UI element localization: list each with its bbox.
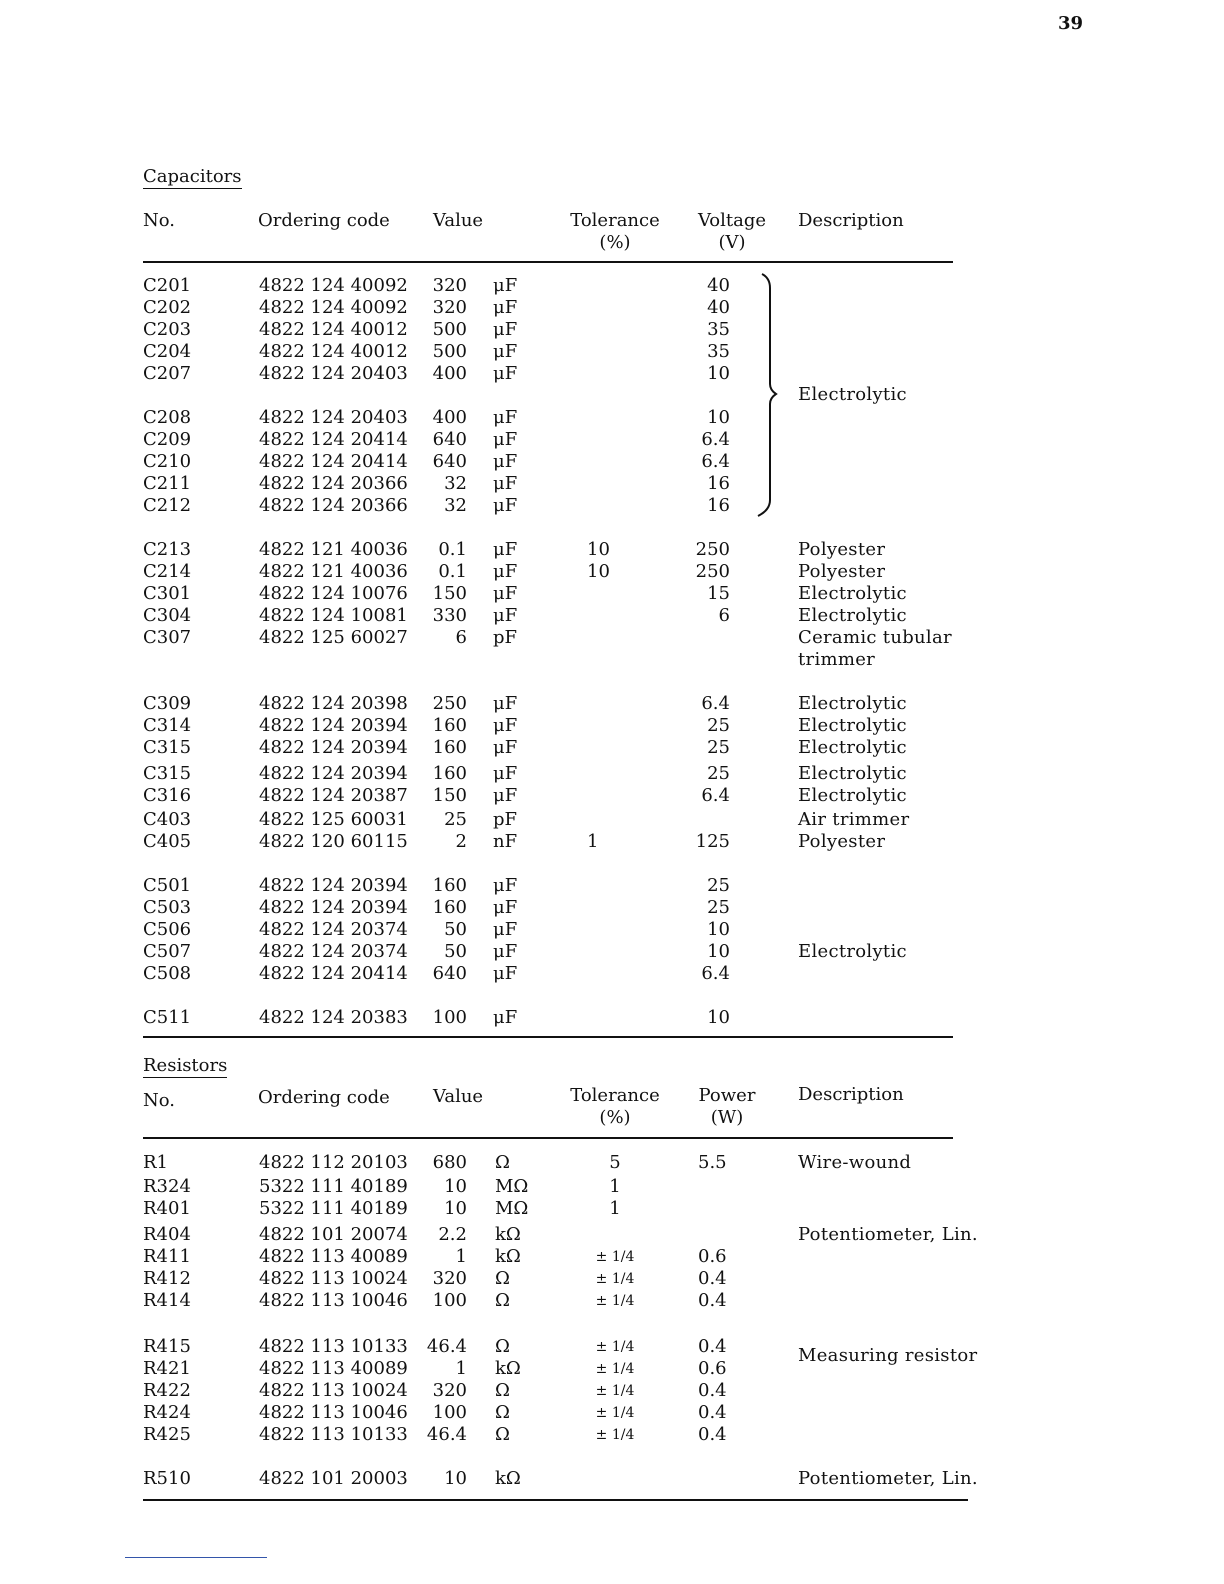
cap-row-unit: μF	[493, 693, 518, 714]
cap-row-unit: μF	[493, 429, 518, 450]
cap-row-no: C207	[143, 363, 192, 384]
cap-row-ordering-code: 4822 124 20414	[259, 451, 408, 472]
res-row-ordering-code: 4822 113 10133	[259, 1336, 408, 1357]
electrolytic-brace	[752, 272, 782, 522]
cap-row-description: Electrolytic	[798, 693, 907, 714]
res-row-description: Potentiometer, Lin.	[798, 1468, 978, 1489]
cap-row-description: Electrolytic	[798, 763, 907, 784]
res-row-value: 680	[432, 1152, 467, 1173]
res-row-no: R425	[143, 1424, 191, 1445]
cap-row-voltage: 6.4	[701, 693, 730, 714]
res-row-ordering-code: 5322 111 40189	[259, 1198, 408, 1219]
cap-row-description: Electrolytic	[798, 737, 907, 758]
cap-row-ordering-code: 4822 121 40036	[259, 561, 408, 582]
cap-row-description: Electrolytic	[798, 785, 907, 806]
res-row-unit: MΩ	[495, 1198, 529, 1219]
cap-row-no: C511	[143, 1007, 192, 1028]
res-row-tolerance: ± 1/4	[595, 1427, 635, 1443]
cap-row-value: 250	[432, 693, 467, 714]
cap-row-description: Polyester	[798, 561, 886, 582]
cap-row-no: C214	[143, 561, 192, 582]
cap-row-value: 50	[444, 941, 467, 962]
cap-row-value: 2	[455, 831, 467, 852]
cap-row-value: 6	[455, 627, 467, 648]
cap-row-value: 32	[444, 495, 467, 516]
cap-row-no: C301	[143, 583, 192, 604]
res-row-tolerance: ± 1/4	[595, 1383, 635, 1399]
res-row-power: 0.4	[698, 1424, 727, 1445]
cap-row-no: C315	[143, 763, 192, 784]
cap-row-voltage: 25	[707, 763, 730, 784]
cap-row-no: C309	[143, 693, 192, 714]
cap-row-unit: μF	[493, 275, 518, 296]
res-row-tolerance: ± 1/4	[595, 1249, 635, 1265]
cap-row-voltage: 6.4	[701, 451, 730, 472]
cap-row-description: Air trimmer	[798, 809, 910, 830]
cap-row-value: 160	[432, 715, 467, 736]
res-row-description: Potentiometer, Lin.	[798, 1224, 978, 1245]
cap-row-value: 160	[432, 737, 467, 758]
res-row-ordering-code: 4822 113 40089	[259, 1358, 408, 1379]
res-row-no: R415	[143, 1336, 191, 1357]
cap-header-tolerance: Tolerance	[570, 210, 660, 231]
cap-row-voltage: 40	[707, 275, 730, 296]
cap-row-no: C201	[143, 275, 192, 296]
cap-row-unit: pF	[493, 809, 518, 830]
cap-row-voltage: 250	[695, 539, 730, 560]
cap-row-voltage: 40	[707, 297, 730, 318]
res-row-tolerance: ± 1/4	[595, 1405, 635, 1421]
res-row-no: R421	[143, 1358, 191, 1379]
cap-row-voltage: 25	[707, 715, 730, 736]
cap-row-voltage: 25	[707, 897, 730, 918]
res-row-unit: Ω	[495, 1290, 510, 1311]
res-group-description: Measuring resistor	[798, 1345, 978, 1366]
cap-row-unit: μF	[493, 963, 518, 984]
res-row-power: 0.4	[698, 1336, 727, 1357]
cap-row-unit: μF	[493, 875, 518, 896]
cap-group-description: Electrolytic	[798, 384, 907, 405]
res-row-value: 46.4	[426, 1424, 467, 1445]
res-row-unit: Ω	[495, 1402, 510, 1423]
res-row-value: 1	[455, 1246, 467, 1267]
cap-bottom-rule	[143, 1036, 953, 1038]
cap-header-no: No.	[143, 210, 175, 231]
cap-row-unit: μF	[493, 583, 518, 604]
cap-row-ordering-code: 4822 124 20394	[259, 875, 408, 896]
res-row-power: 0.4	[698, 1380, 727, 1401]
cap-row-unit: nF	[493, 831, 518, 852]
cap-row-unit: μF	[493, 297, 518, 318]
cap-row-ordering-code: 4822 121 40036	[259, 539, 408, 560]
cap-row-unit: μF	[493, 737, 518, 758]
res-row-no: R412	[143, 1268, 191, 1289]
cap-row-voltage: 25	[707, 875, 730, 896]
cap-row-ordering-code: 4822 124 10081	[259, 605, 408, 626]
res-row-no: R404	[143, 1224, 191, 1245]
cap-row-no: C209	[143, 429, 192, 450]
res-row-value: 10	[444, 1198, 467, 1219]
cap-row-voltage: 6.4	[701, 963, 730, 984]
cap-row-value: 500	[432, 319, 467, 340]
res-row-ordering-code: 5322 111 40189	[259, 1176, 408, 1197]
res-row-tolerance: 1	[609, 1176, 621, 1197]
res-row-value: 1	[455, 1358, 467, 1379]
res-row-tolerance: 5	[609, 1152, 621, 1173]
cap-row-ordering-code: 4822 124 20374	[259, 919, 408, 940]
cap-row-no: C210	[143, 451, 192, 472]
cap-row-value: 500	[432, 341, 467, 362]
cap-row-ordering-code: 4822 124 20374	[259, 941, 408, 962]
cap-row-unit: μF	[493, 785, 518, 806]
cap-row-no: C202	[143, 297, 192, 318]
cap-row-voltage: 6.4	[701, 429, 730, 450]
cap-row-ordering-code: 4822 124 40012	[259, 341, 408, 362]
cap-row-value: 150	[432, 583, 467, 604]
cap-row-no: C211	[143, 473, 192, 494]
page-edge-mark	[125, 1557, 267, 1558]
cap-row-voltage: 10	[707, 363, 730, 384]
res-row-ordering-code: 4822 113 10024	[259, 1380, 408, 1401]
cap-row-value: 160	[432, 897, 467, 918]
cap-row-no: C507	[143, 941, 192, 962]
cap-row-description: Electrolytic	[798, 715, 907, 736]
res-row-value: 2.2	[438, 1224, 467, 1245]
cap-row-voltage: 16	[707, 495, 730, 516]
cap-row-no: C316	[143, 785, 192, 806]
res-row-tolerance: ± 1/4	[595, 1339, 635, 1355]
res-row-value: 100	[432, 1402, 467, 1423]
cap-row-description-cont: trimmer	[798, 649, 876, 670]
cap-row-value: 32	[444, 473, 467, 494]
cap-row-no: C307	[143, 627, 192, 648]
res-header-power: Power	[698, 1085, 756, 1106]
res-row-power: 0.4	[698, 1402, 727, 1423]
cap-row-no: C204	[143, 341, 192, 362]
res-row-unit: kΩ	[495, 1224, 521, 1245]
res-row-value: 320	[432, 1380, 467, 1401]
cap-row-ordering-code: 4822 124 10076	[259, 583, 408, 604]
cap-row-tolerance: 1	[587, 831, 599, 852]
cap-row-value: 100	[432, 1007, 467, 1028]
res-row-unit: kΩ	[495, 1468, 521, 1489]
cap-row-no: C315	[143, 737, 192, 758]
res-header-rule	[143, 1137, 953, 1139]
res-row-unit: Ω	[495, 1424, 510, 1445]
cap-row-no: C506	[143, 919, 192, 940]
cap-row-voltage: 35	[707, 341, 730, 362]
res-row-ordering-code: 4822 101 20074	[259, 1224, 408, 1245]
res-header-tolerance: Tolerance	[570, 1085, 660, 1106]
res-row-value: 46.4	[426, 1336, 467, 1357]
cap-header-ordering-code: Ordering code	[258, 210, 390, 231]
cap-row-no: C501	[143, 875, 192, 896]
cap-row-ordering-code: 4822 124 20394	[259, 737, 408, 758]
res-row-no: R424	[143, 1402, 191, 1423]
cap-row-no: C208	[143, 407, 192, 428]
cap-row-voltage: 25	[707, 737, 730, 758]
res-row-no: R324	[143, 1176, 191, 1197]
cap-header-rule	[143, 261, 953, 263]
cap-row-value: 400	[432, 407, 467, 428]
cap-row-tolerance: 10	[587, 539, 610, 560]
cap-row-ordering-code: 4822 124 20383	[259, 1007, 408, 1028]
res-header-ordering-code: Ordering code	[258, 1087, 390, 1108]
cap-row-description: Electrolytic	[798, 605, 907, 626]
cap-row-ordering-code: 4822 124 20394	[259, 897, 408, 918]
cap-row-voltage: 10	[707, 919, 730, 940]
cap-row-value: 0.1	[438, 561, 467, 582]
res-header-description: Description	[798, 1084, 904, 1105]
cap-row-voltage: 15	[707, 583, 730, 604]
cap-row-ordering-code: 4822 124 20398	[259, 693, 408, 714]
cap-row-description: Polyester	[798, 831, 886, 852]
cap-row-value: 330	[432, 605, 467, 626]
cap-row-voltage: 250	[695, 561, 730, 582]
res-row-unit: MΩ	[495, 1176, 529, 1197]
cap-row-ordering-code: 4822 124 20394	[259, 715, 408, 736]
cap-row-value: 150	[432, 785, 467, 806]
cap-header-tolerance-unit: (%)	[599, 232, 631, 253]
cap-row-no: C508	[143, 963, 192, 984]
cap-row-unit: μF	[493, 451, 518, 472]
res-row-unit: Ω	[495, 1268, 510, 1289]
res-row-ordering-code: 4822 112 20103	[259, 1152, 408, 1173]
cap-row-tolerance: 10	[587, 561, 610, 582]
cap-row-voltage: 16	[707, 473, 730, 494]
cap-row-ordering-code: 4822 125 60027	[259, 627, 408, 648]
res-row-tolerance: ± 1/4	[595, 1361, 635, 1377]
cap-row-unit: μF	[493, 539, 518, 560]
cap-row-value: 50	[444, 919, 467, 940]
cap-row-unit: pF	[493, 627, 518, 648]
cap-row-ordering-code: 4822 124 20366	[259, 495, 408, 516]
cap-row-voltage: 6	[718, 605, 730, 626]
resistors-title: Resistors	[143, 1055, 228, 1076]
res-row-unit: kΩ	[495, 1246, 521, 1267]
cap-row-voltage: 35	[707, 319, 730, 340]
page-number: 39	[1058, 13, 1084, 34]
cap-row-voltage: 10	[707, 407, 730, 428]
cap-header-description: Description	[798, 210, 904, 231]
cap-row-value: 320	[432, 275, 467, 296]
cap-header-value: Value	[433, 210, 484, 231]
cap-row-voltage: 10	[707, 1007, 730, 1028]
res-row-no: R1	[143, 1152, 169, 1173]
cap-row-unit: μF	[493, 715, 518, 736]
res-row-ordering-code: 4822 113 10046	[259, 1402, 408, 1423]
res-row-tolerance: ± 1/4	[595, 1293, 635, 1309]
cap-row-description: Polyester	[798, 539, 886, 560]
res-row-unit: kΩ	[495, 1358, 521, 1379]
cap-row-no: C304	[143, 605, 192, 626]
cap-row-value: 25	[444, 809, 467, 830]
res-row-ordering-code: 4822 101 20003	[259, 1468, 408, 1489]
cap-row-ordering-code: 4822 120 60115	[259, 831, 408, 852]
cap-header-voltage-unit: (V)	[718, 232, 746, 253]
res-row-value: 320	[432, 1268, 467, 1289]
res-row-no: R510	[143, 1468, 191, 1489]
res-header-power-unit: (W)	[710, 1107, 744, 1128]
res-row-no: R422	[143, 1380, 191, 1401]
cap-row-value: 320	[432, 297, 467, 318]
cap-row-ordering-code: 4822 124 40092	[259, 297, 408, 318]
cap-row-description: Electrolytic	[798, 583, 907, 604]
res-row-unit: Ω	[495, 1380, 510, 1401]
cap-row-ordering-code: 4822 124 20414	[259, 963, 408, 984]
res-row-no: R401	[143, 1198, 191, 1219]
cap-row-unit: μF	[493, 407, 518, 428]
cap-row-description: Ceramic tubular	[798, 627, 952, 648]
capacitors-title: Capacitors	[143, 166, 242, 187]
res-row-power: 5.5	[698, 1152, 727, 1173]
res-header-no: No.	[143, 1090, 175, 1111]
res-row-ordering-code: 4822 113 10046	[259, 1290, 408, 1311]
cap-row-no: C213	[143, 539, 192, 560]
res-row-value: 10	[444, 1468, 467, 1489]
cap-row-voltage: 10	[707, 941, 730, 962]
res-row-power: 0.4	[698, 1290, 727, 1311]
cap-row-ordering-code: 4822 124 40012	[259, 319, 408, 340]
cap-row-value: 640	[432, 451, 467, 472]
res-row-unit: Ω	[495, 1152, 510, 1173]
cap-row-ordering-code: 4822 124 20403	[259, 363, 408, 384]
cap-row-ordering-code: 4822 124 40092	[259, 275, 408, 296]
cap-header-voltage: Voltage	[697, 210, 767, 231]
cap-row-value: 160	[432, 875, 467, 896]
res-row-description: Wire-wound	[798, 1152, 912, 1173]
cap-row-unit: μF	[493, 319, 518, 340]
res-row-tolerance: ± 1/4	[595, 1271, 635, 1287]
res-row-tolerance: 1	[609, 1198, 621, 1219]
cap-row-unit: μF	[493, 495, 518, 516]
cap-row-voltage: 6.4	[701, 785, 730, 806]
cap-row-unit: μF	[493, 363, 518, 384]
cap-row-value: 400	[432, 363, 467, 384]
cap-row-no: C203	[143, 319, 192, 340]
cap-row-unit: μF	[493, 763, 518, 784]
res-bottom-rule	[143, 1499, 968, 1501]
cap-row-ordering-code: 4822 124 20394	[259, 763, 408, 784]
cap-row-value: 640	[432, 429, 467, 450]
res-row-no: R411	[143, 1246, 191, 1267]
cap-row-no: C405	[143, 831, 192, 852]
res-row-unit: Ω	[495, 1336, 510, 1357]
res-header-tolerance-unit: (%)	[599, 1107, 631, 1128]
cap-row-unit: μF	[493, 473, 518, 494]
cap-row-no: C403	[143, 809, 192, 830]
res-row-power: 0.4	[698, 1268, 727, 1289]
res-row-ordering-code: 4822 113 40089	[259, 1246, 408, 1267]
cap-row-value: 0.1	[438, 539, 467, 560]
cap-row-ordering-code: 4822 125 60031	[259, 809, 408, 830]
cap-row-no: C212	[143, 495, 192, 516]
res-header-value: Value	[433, 1086, 484, 1107]
res-row-no: R414	[143, 1290, 191, 1311]
res-row-ordering-code: 4822 113 10024	[259, 1268, 408, 1289]
cap-row-no: C503	[143, 897, 192, 918]
cap-row-ordering-code: 4822 124 20387	[259, 785, 408, 806]
cap-row-unit: μF	[493, 605, 518, 626]
cap-row-unit: μF	[493, 941, 518, 962]
cap-row-unit: μF	[493, 561, 518, 582]
cap-row-ordering-code: 4822 124 20403	[259, 407, 408, 428]
res-row-value: 100	[432, 1290, 467, 1311]
cap-row-unit: μF	[493, 919, 518, 940]
cap-row-no: C314	[143, 715, 192, 736]
cap-row-unit: μF	[493, 897, 518, 918]
res-row-power: 0.6	[698, 1246, 727, 1267]
cap-row-value: 640	[432, 963, 467, 984]
res-row-power: 0.6	[698, 1358, 727, 1379]
cap-row-ordering-code: 4822 124 20366	[259, 473, 408, 494]
cap-row-voltage: 125	[695, 831, 730, 852]
res-row-value: 10	[444, 1176, 467, 1197]
cap-row-unit: μF	[493, 1007, 518, 1028]
cap-row-value: 160	[432, 763, 467, 784]
cap-row-ordering-code: 4822 124 20414	[259, 429, 408, 450]
res-row-ordering-code: 4822 113 10133	[259, 1424, 408, 1445]
cap-row-description: Electrolytic	[798, 941, 907, 962]
cap-row-unit: μF	[493, 341, 518, 362]
